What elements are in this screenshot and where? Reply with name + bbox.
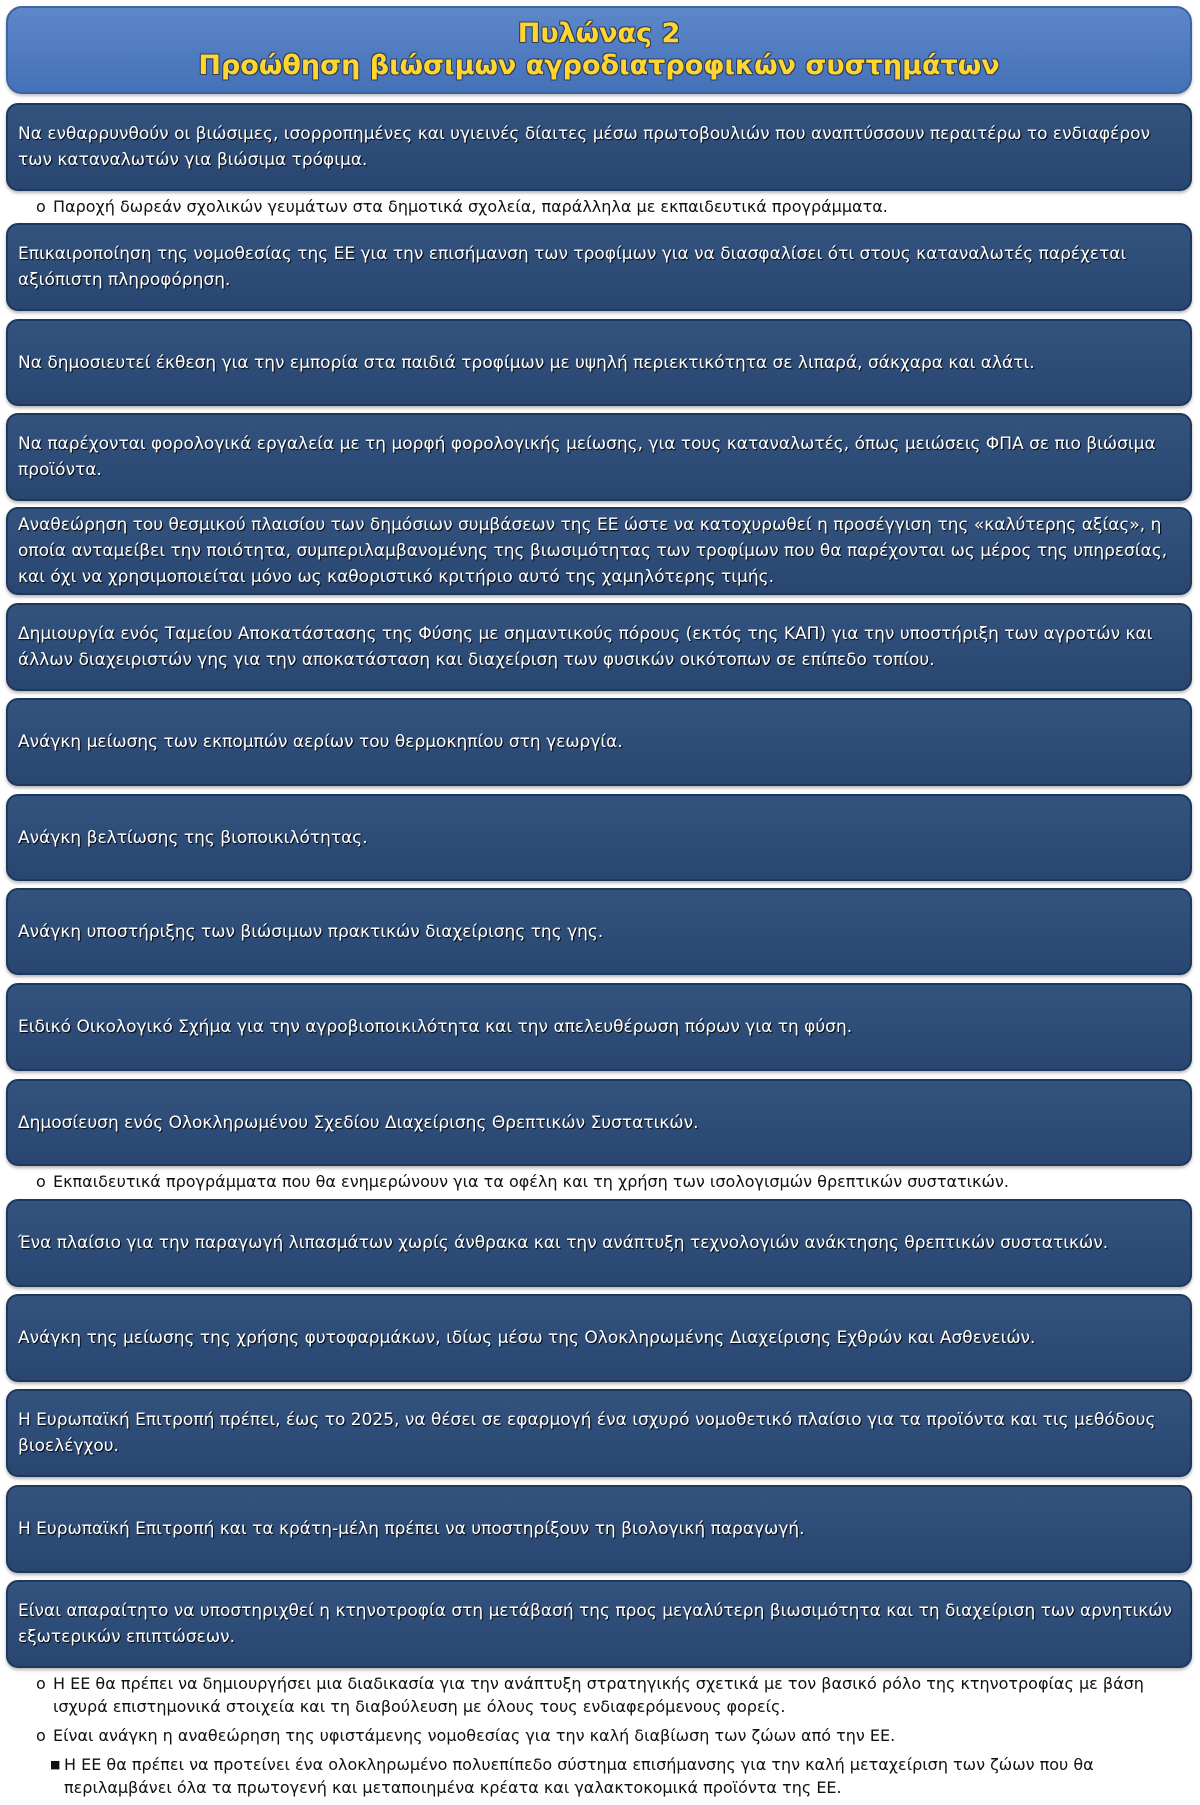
sub-bullet [36,1170,1186,1193]
circle-bullet-icon: o [36,1674,46,1693]
action-text: Ανάγκη μείωσης των εκπομπών αερίων του θερμοκηπίου στη γεωργία. [18,732,623,752]
action-box [6,603,1192,691]
action-text: Η Ευρωπαϊκή Επιτροπή πρέπει, έως το 2025, να θέσει σε εφαρμογή ένα ισχυρό νομοθετικό πλαίσιο για τα προϊόντα και τις μεθόδους βιοελέγχου. [18,1410,1156,1456]
sub-bullet [36,195,1186,218]
action-text: Ανάγκη της μείωσης της χρήσης φυτοφαρμάκων, ιδίως μέσω της Ολοκληρωμένης Διαχείρισης Εχθρών και Ασθενειών. [18,1328,1036,1348]
action-box [6,983,1192,1071]
action-box [6,223,1192,311]
action-text: Αναθεώρηση του θεσμικού πλαισίου των δημόσιων συμβάσεων της ΕΕ ώστε να κατοχυρωθεί η προσέγγιση της «καλύτερης αξίας», η οποία ανταμείβει την ποιότητα, συμπεριλαμβανομένης της βιωσιμότητας των τροφίμων που θα παρέχονται ως μέρος της υπηρεσίας, και όχι να χρησιμοποιείται μόνο ως καθοριστικό κριτήριο αυτό της χαμηλότερης τιμής. [18,515,1168,587]
circle-bullet-icon: o [36,1726,46,1745]
action-text: Ανάγκη βελτίωσης της βιοποικιλότητας. [18,827,368,848]
action-text: Επικαιροποίηση της νομοθεσίας της ΕΕ για την επισήμανση των τροφίμων για να διασφαλίσει ότι στους καταναλωτές παρέχεται αξιόπιστη πληροφόρηση. [18,244,1127,290]
action-text: Είναι απαραίτητο να υποστηριχθεί η κτηνοτροφία στη μετάβασή της προς μεγαλύτερη βιωσιμότητα και τη διαχείριση των αρνητικών εξωτερικών επιπτώσεων. [18,1601,1172,1647]
action-box [6,1294,1192,1382]
action-box [6,1580,1192,1668]
action-box [6,319,1192,406]
sub-bullet-text: Η ΕΕ θα πρέπει να δημιουργήσει μια διαδικασία για την ανάπτυξη στρατηγικής σχετικά με τον βασικό ρόλο της κτηνοτροφίας με βάση ισχυρά επιστημονικά στοιχεία και τη διαβούλευση με όλους τους ενδιαφερόμενους φορείς. [53,1674,1144,1716]
square-bullet-icon: ■ [50,1758,61,1771]
action-box [6,698,1192,786]
action-text: Να δημοσιευτεί έκθεση για την εμπορία στα παιδιά τροφίμων με υψηλή περιεκτικότητα σε λιπαρά, σάκχαρα και αλάτι. [18,352,1035,373]
action-box [6,507,1192,595]
action-text: Η Ευρωπαϊκή Επιτροπή και τα κράτη-μέλη πρέπει να υποστηρίξουν τη βιολογική παραγωγή. [18,1519,805,1539]
action-text: Να ενθαρρυνθούν οι βιώσιμες, ισορροπημένες και υγιεινές δίαιτες μέσω πρωτοβουλιών που αναπτύσσουν περαιτέρω το ενδιαφέρον των καταναλωτών για βιώσιμα τρόφιμα. [18,124,1151,170]
action-text: Να παρέχονται φορολογικά εργαλεία με τη μορφή φορολογικής μείωσης, για τους καταναλωτές, όπως μειώσεις ΦΠΑ σε πιο βιώσιμα προϊόντα. [18,434,1156,480]
action-box [6,794,1192,881]
action-box [6,1079,1192,1166]
sub-bullet [36,1672,1186,1718]
action-text: Ένα πλαίσιο για την παραγωγή λιπασμάτων χωρίς άνθρακα και την ανάπτυξη τεχνολογιών ανάκτησης θρεπτικών συστατικών. [18,1233,1109,1253]
action-box [6,413,1192,501]
action-text: Δημιουργία ενός Ταμείου Αποκατάστασης της Φύσης με σημαντικούς πόρους (εκτός της ΚΑΠ) για την υποστήριξη των αγροτών και άλλων διαχειριστών γης για την αποκατάσταση και διαχείριση των φυσικών οικότοπων σε επίπεδο τοπίου. [18,624,1153,670]
circle-bullet-icon: o [36,197,46,216]
action-text: Ειδικό Οικολογικό Σχήμα για την αγροβιοποικιλότητα και την απελευθέρωση πόρων για τη φύση. [18,1017,853,1037]
pillar-subject-title: Προώθηση βιώσιμων αγροδιατροφικών συστημάτων [198,50,1000,81]
action-box [6,888,1192,975]
action-box [6,1485,1192,1573]
sub-bullet [36,1724,1186,1747]
action-box [6,103,1192,191]
sub-bullet-text: Είναι ανάγκη η αναθεώρηση της υφιστάμενης νομοθεσίας για την καλή διαβίωση των ζώων από την ΕΕ. [53,1726,896,1745]
action-text: Ανάγκη υποστήριξης των βιώσιμων πρακτικών διαχείρισης της γης. [18,921,604,942]
sub-sub-bullet-text: Η ΕΕ θα πρέπει να προτείνει ένα ολοκληρωμένο πολυεπίπεδο σύστημα επισήμανσης για την καλή μεταχείριση των ζώων που θα περιλαμβάνει όλα τα πρωτογενή και μεταποιημένα κρέατα και γαλακτοκομικά προϊόντα της ΕΕ. [64,1755,1094,1797]
action-box [6,1199,1192,1287]
pillar-header [6,6,1192,94]
circle-bullet-icon: o [36,1172,46,1191]
pillar-number-title: Πυλώνας 2 [517,18,681,49]
action-text: Δημοσίευση ενός Ολοκληρωμένου Σχεδίου Διαχείρισης Θρεπτικών Συστατικών. [18,1112,699,1133]
sub-bullet-text: Παροχή δωρεάν σχολικών γευμάτων στα δημοτικά σχολεία, παράλληλα με εκπαιδευτικά προγράμματα. [53,197,888,216]
sub-sub-bullet [50,1753,1190,1799]
action-box [6,1389,1192,1477]
sub-bullet-text: Εκπαιδευτικά προγράμματα που θα ενημερώνουν για τα οφέλη και τη χρήση των ισολογισμών θρεπτικών συστατικών. [53,1172,1009,1191]
